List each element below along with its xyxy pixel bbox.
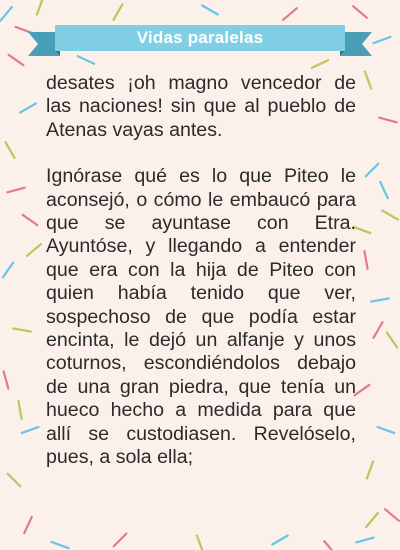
confetti-piece [366, 513, 378, 527]
confetti-piece [197, 536, 203, 550]
confetti-piece [355, 385, 370, 395]
confetti-piece [18, 401, 21, 419]
confetti-piece [20, 104, 36, 113]
confetti-piece [356, 538, 373, 543]
confetti-piece [52, 542, 69, 548]
confetti-piece [272, 536, 288, 545]
confetti-piece [4, 371, 9, 388]
confetti-piece [22, 427, 39, 433]
confetti-piece [7, 188, 24, 193]
confetti-piece [6, 142, 15, 158]
confetti-piece [366, 164, 379, 177]
confetti-piece [354, 227, 371, 233]
confetti-piece [365, 72, 371, 89]
confetti-piece [367, 462, 373, 479]
confetti-piece [3, 263, 13, 278]
confetti-piece [23, 215, 38, 225]
confetti-piece [374, 322, 383, 338]
confetti-piece [379, 118, 396, 123]
confetti-piece [382, 211, 398, 220]
page-title: Vidas paralelas [136, 28, 264, 47]
confetti-piece [114, 534, 127, 547]
confetti-piece [387, 333, 397, 348]
confetti-piece [24, 517, 32, 533]
confetti-piece [378, 427, 395, 433]
paragraph-1: desates ¡oh magno vencedor de las naciones! sin que al pueblo de Atenas vayas antes. [46, 72, 356, 141]
confetti-piece [324, 541, 336, 550]
confetti-piece [380, 182, 388, 198]
confetti-piece [13, 328, 31, 331]
confetti-piece [364, 251, 367, 269]
paragraph-2: Ignórase qué es lo que Piteo le aconsejó, o cómo le embaucó para que se ayuntase con Etra. Ayuntóse, y llegando a entender que era con la hija de Piteo con quien había tenido que ver, sospechoso de que podía estar encinta, le dejó un alfanje y unos coturnos, escondiéndolos debajo de una gran piedra, que tenía un hueco hecho a medida para que allí se custodiasen. Revelóselo, pues, a sola ella; [46, 165, 356, 469]
confetti-piece [8, 474, 21, 487]
confetti-piece [371, 298, 389, 301]
confetti-piece [27, 244, 41, 256]
text-body [46, 72, 356, 470]
confetti-piece [385, 509, 399, 521]
